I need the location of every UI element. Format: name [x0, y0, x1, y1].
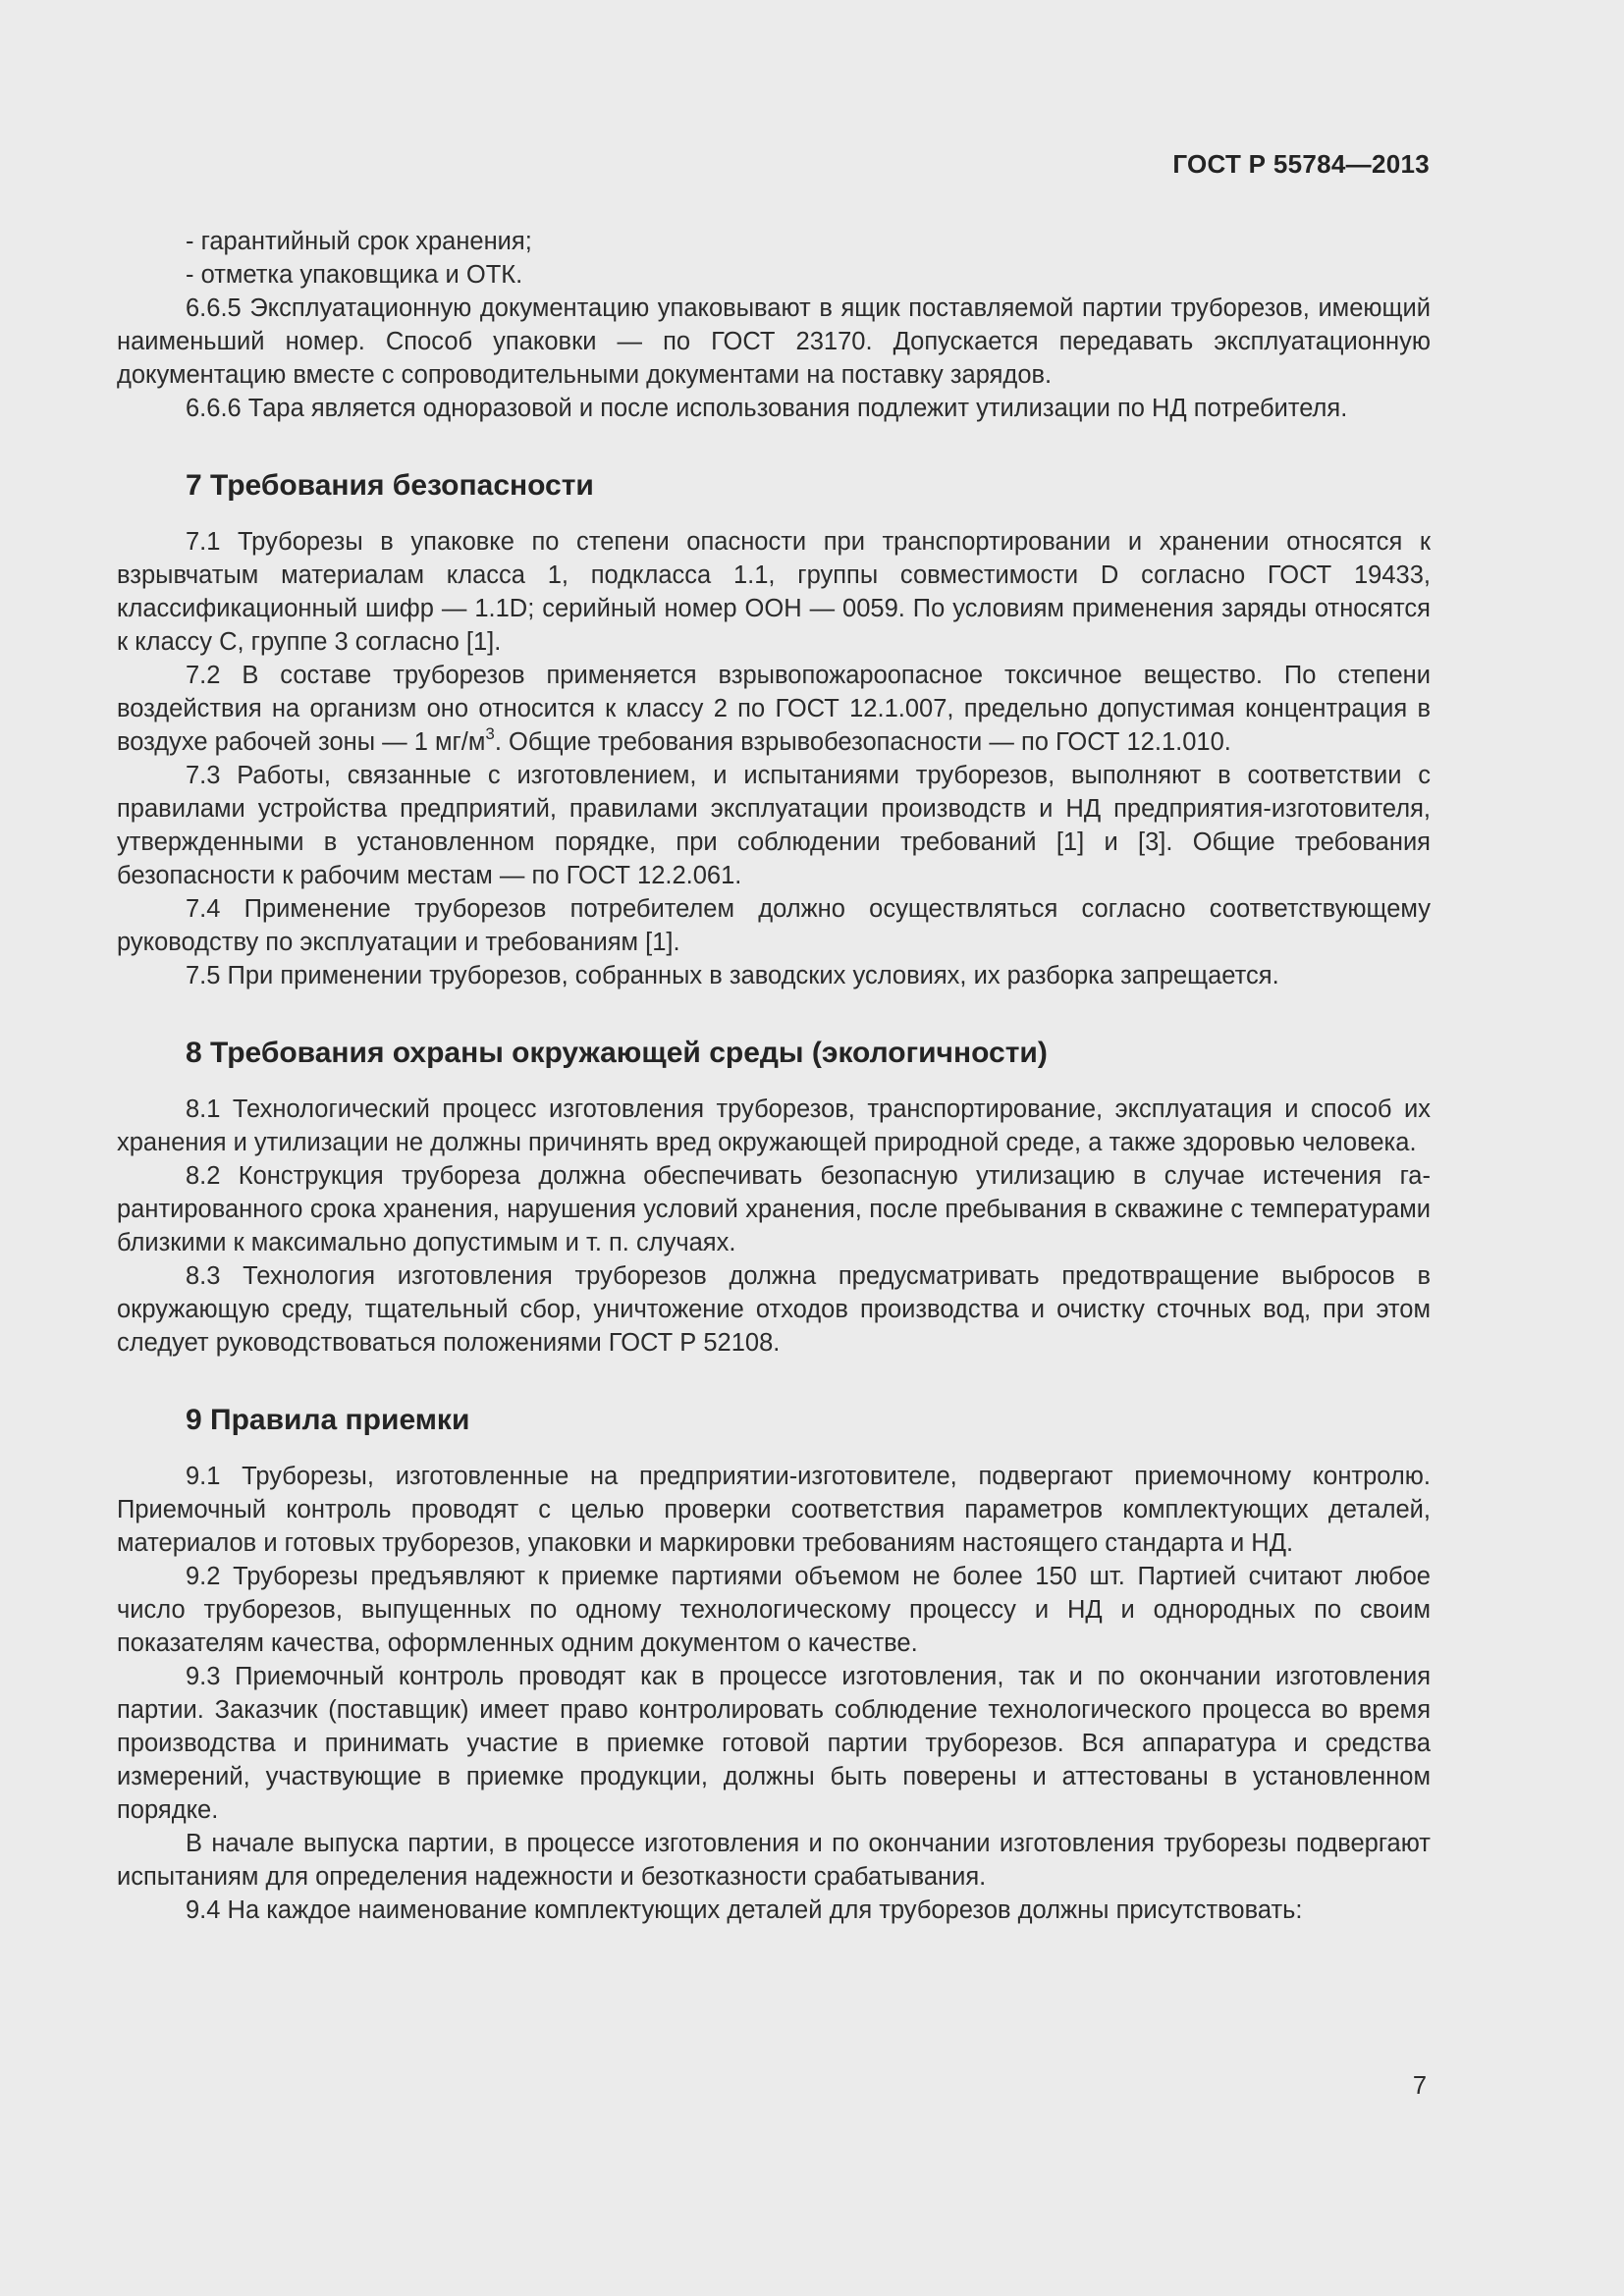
paragraph-9-1: 9.1 Труборезы, изготовленные на предприятии-изготовителе, подвергают приемочному контролю. Приемочный контроль проводят с целью проверки соответствия параметров комплектующих деталей, материалов и готовых труборезов, упаковки и маркировки требованиям настоящего стандарта и НД. [117, 1463, 1431, 1557]
section-7-heading: 7 Требования безопасности [186, 469, 594, 502]
paragraph-7-3: 7.3 Работы, связанные с изготовлением, и испытаниями труборезов, выполняют в соответствии с правилами устройства предприятий, правилами эксплуатации производств и НД предприятия-изготовителя, утвержденными в установленном порядке, при соблюдении требований [1] и [3]. Общие требования безопасности к рабочим местам — по ГОСТ 12.2.061. [117, 762, 1431, 889]
paragraph-7-2 [117, 659, 1431, 759]
page-body [117, 225, 1431, 1927]
paragraph-7-1: 7.1 Труборезы в упаковке по степени опасности при транспортировании и хранении относятся к взрывчатым материалам класса 1, подкласса 1.1, группы совместимости D согласно ГОСТ 19433, классификационный шифр — 1.1D; серийный номер ООН — 0059. По условиям применения заряды относятся к классу С, группе 3 согласно [1]. [117, 528, 1431, 656]
paragraph-7-2-text: 7.2 В составе труборезов применяется взрывопожароопасное токсичное вещество. По степени воздействия на организм оно относится к классу 2 по ГОСТ 12.1.007, предельно допустимая концентрация в воздухе рабочей зоны — 1 мг/м [117, 662, 1431, 756]
document-code: ГОСТ Р 55784—2013 [1172, 149, 1430, 179]
paragraph-7-5: 7.5 При применении труборезов, собранных в заводских условиях, их разборка запрещается. [186, 962, 1279, 989]
paragraph-9-2: 9.2 Труборезы предъявляют к приемке партиями объемом не более 150 шт. Партией считают любое число труборезов, выпущенных по одному технологическому процессу и НД и однородных по своим показателям качества, оформленных одним документом о качестве. [117, 1563, 1431, 1657]
paragraph-7-4: 7.4 Применение труборезов потребителем должно осуществляться согласно соответствующему руководству по эксплуатации и требованиям [1]. [117, 895, 1431, 956]
list-item: - отметка упаковщика и ОТК. [186, 261, 523, 289]
section-9-heading: 9 Правила приемки [186, 1404, 470, 1436]
page-number: 7 [1412, 2072, 1427, 2100]
paragraph-6-6-5: 6.6.5 Эксплуатационную документацию упаковывают в ящик поставляемой партии труборезов, имеющий наименьший номер. Способ упаковки — по ГОСТ 23170. Допускается передавать эксплуатационную документацию вместе с сопроводительными документами на поставку зарядов. [117, 294, 1431, 389]
paragraph-6-6-6: 6.6.6 Тара является одноразовой и после использования подлежит утилизации по НД потребителя. [186, 395, 1348, 422]
paragraph-9-4: 9.4 На каждое наименование комплектующих деталей для труборезов должны присутствовать: [186, 1896, 1303, 1924]
paragraph-9-3-continued: В начале выпуска партии, в процессе изготовления и по окончании изготовления труборезы подвергают испытаниям для определения надежности и безотказности срабатывания. [117, 1830, 1431, 1891]
superscript: 3 [485, 724, 495, 743]
paragraph-9-3: 9.3 Приемочный контроль проводят как в процессе изготовления, так и по окончании изготовления партии. Заказчик (поставщик) имеет право контролировать соблюдение технологического процесса во время производства и принимать участие в приемке готовой партии труборезов. Вся аппаратура и средства измерений, участвующие в приемке продукции, должны быть поверены и аттестованы в установленном порядке. [117, 1663, 1431, 1824]
section-8-heading: 8 Требования охраны окружающей среды (экологичности) [186, 1037, 1048, 1069]
paragraph-7-2-text-end: . Общие требования взрывобезопасности — по ГОСТ 12.1.010. [494, 728, 1231, 756]
paragraph-8-2: 8.2 Конструкция трубореза должна обеспечивать безопасную утилизацию в случае истечения гарантированного срока хранения, нарушения условий хранения, после пребывания в скважине с температурами близкими к максимально допустимым и т. п. случаях. [117, 1162, 1431, 1256]
list-item: - гарантийный срок хранения; [186, 228, 532, 255]
paragraph-8-1: 8.1 Технологический процесс изготовления труборезов, транспортирование, эксплуатация и способ их хранения и утилизации не должны причинять вред окружающей природной среде, а также здоровью человека. [117, 1095, 1431, 1156]
paragraph-8-3: 8.3 Технология изготовления труборезов должна предусматривать предотвращение выбросов в окружающую среду, тщательный сбор, уничтожение отходов производства и очистку сточных вод, при этом следует руководствоваться положениями ГОСТ Р 52108. [117, 1262, 1431, 1357]
